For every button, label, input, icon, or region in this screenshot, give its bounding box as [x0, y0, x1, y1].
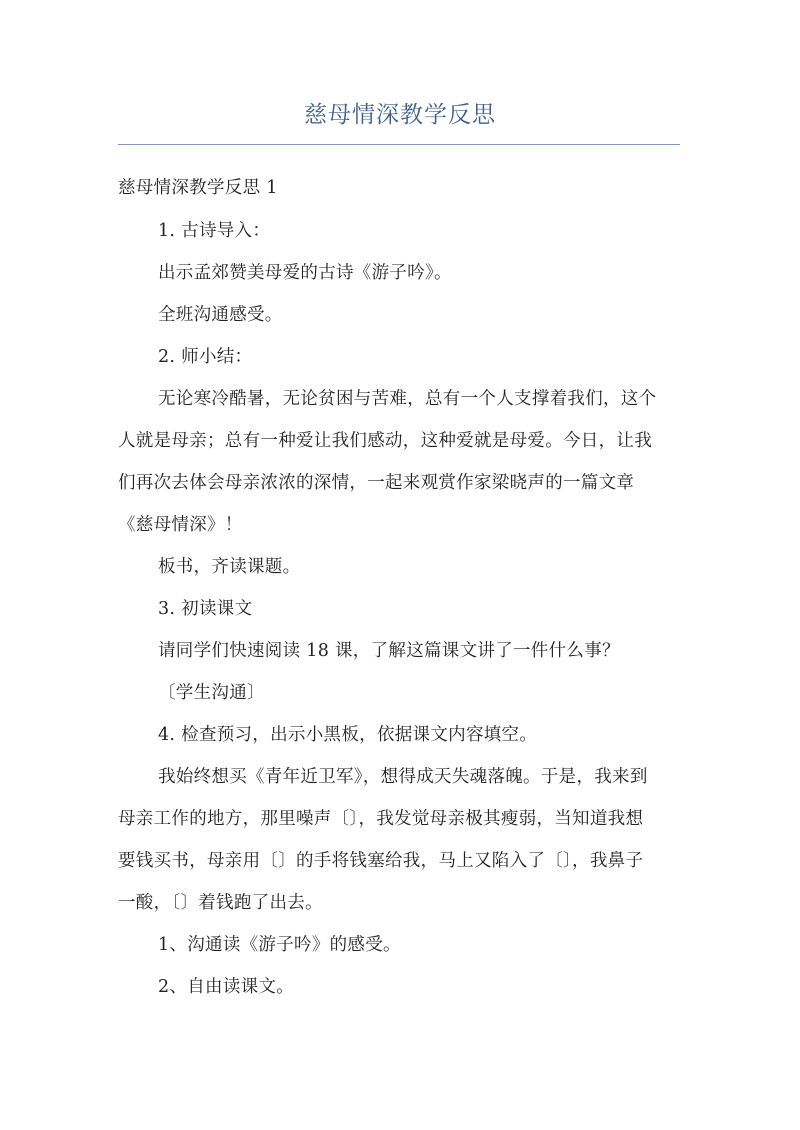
paragraph-line: 1、沟通读《游子吟》的感受。	[158, 935, 401, 955]
paragraph-line: 请同学们快速阅读 18 课，了解这篇课文讲了一件什么事？	[158, 641, 620, 661]
paragraph-line: 母亲工作的地方，那里噪声〔〕，我发觉母亲极其瘦弱，当知道我想	[118, 809, 644, 829]
paragraph-line: 无论寒冷酷暑，无论贫困与苦难，总有一个人支撑着我们，这个	[158, 389, 657, 409]
paragraph-line: 全班沟通感受。	[158, 305, 283, 325]
paragraph-line: 们再次去体会母亲浓浓的深情，一起来观赏作家梁晓声的一篇文章	[118, 473, 635, 493]
paragraph-line: 〔学生沟通〕	[158, 683, 265, 703]
paragraph-line: 《慈母情深》！	[118, 515, 243, 535]
paragraph-line: 我始终想买《青年近卫军》，想得成天失魂落魄。于是，我来到	[158, 767, 648, 787]
paragraph-line: 要钱买书，母亲用〔〕的手将钱塞给我，马上又陷入了〔〕，我鼻子	[118, 851, 644, 871]
paragraph-line: 2、自由读课文。	[158, 977, 295, 997]
section-heading: 慈母情深教学反思 1	[118, 178, 278, 198]
paragraph-line: 一酸，〔〕着钱跑了出去。	[118, 893, 323, 913]
title-divider	[118, 144, 680, 145]
paragraph-line: 4. 检查预习，出示小黑板，依据课文内容填空。	[158, 725, 538, 745]
paragraph-line: 3. 初读课文	[158, 599, 253, 619]
paragraph-line: 板书，齐读课题。	[158, 557, 301, 577]
paragraph-line: 2. 师小结：	[158, 347, 253, 367]
paragraph-line: 1. 古诗导入：	[158, 221, 271, 241]
document-title: 慈母情深教学反思	[304, 102, 496, 128]
paragraph-line: 出示孟郊赞美母爱的古诗《游子吟》。	[158, 263, 452, 283]
paragraph-line: 人就是母亲；总有一种爱让我们感动，这种爱就是母爱。今日，让我	[118, 431, 652, 451]
